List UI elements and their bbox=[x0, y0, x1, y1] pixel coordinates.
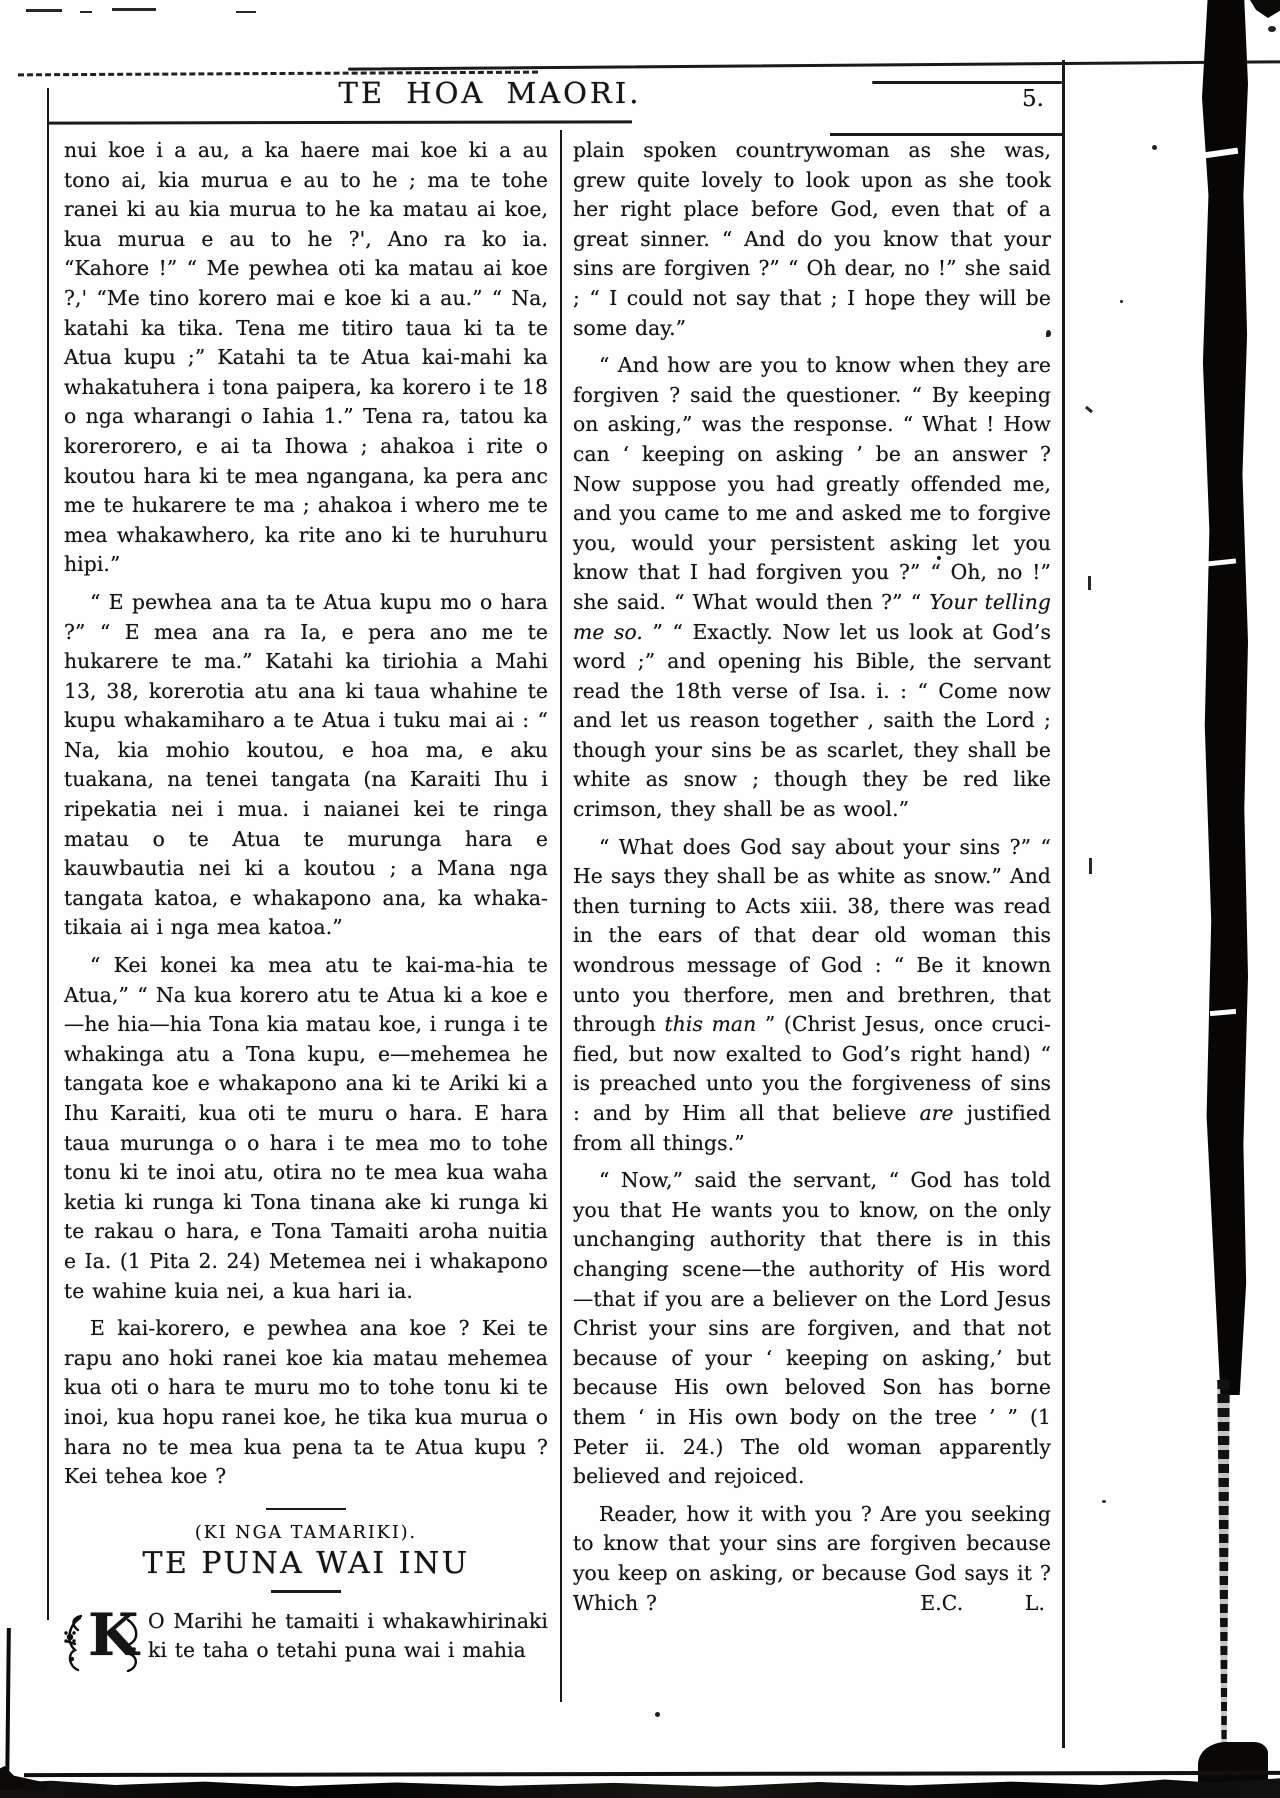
top-edge-dash bbox=[112, 8, 156, 11]
text-segment: plain spoken countrywoman as she was, grew quite lovely to look upon as she took her right place before God, even that of a great sinner. “ And do you know that your sins are forgiven ?” “ Oh dear, no !” she said ; “ I could not say that ; I hope they will be some day.” bbox=[573, 138, 1051, 340]
paragraph-maori-3: “ Kei konei ka mea atu te kai-ma-hia te Atua,” “ Na kua korero atu te Atua ki a koe e—he hia—hia Tona kia matau koe, i runga i te whakinga atu a Tona kupu, e—mehemea he tangata koe e whakapono ana ki te Ariki ki a Ihu Karaiti, kua oti te muru o hara. E hara taua murunga o o hara i te mea mo to tohe tonu ki te inoi atu, otira no te mea kua waha ketia ki runga ki Tona tinana ake ki runga ki te rakau o hara, e Tona Tamaiti aroha nuitia e Ia. (1 Pita 2. 24) Metemea nei i whakapono te wahine kuia nei, a kua hari ia. bbox=[64, 953, 548, 1303]
section-divider-rule bbox=[266, 1508, 346, 1511]
italic-phrase: are bbox=[919, 1101, 954, 1125]
english-column bbox=[573, 136, 1051, 1626]
top-edge-dash bbox=[26, 9, 62, 12]
italic-phrase: this man bbox=[664, 1012, 757, 1037]
bottom-smudge-band bbox=[0, 1777, 1280, 1798]
margin-tick bbox=[1089, 858, 1092, 874]
ink-speck bbox=[937, 556, 941, 560]
text-segment: “ And how are you to know when they are forgiven ? said the questioner. “ By keeping on asking,” was the response. “ What ! How can ‘ keeping on asking ’ be an answer ? Now suppose you had greatly offended me, and you came to me and asked me to forgive you, would your persistent asking let you know that I had forgiven you ?” “ Oh, no !” she said. “ What would then ?” “ bbox=[573, 353, 1051, 614]
binding-ink-streak-tail bbox=[1214, 1380, 1232, 1750]
section-kicker: (KI NGA TAMARIKI). bbox=[194, 1523, 418, 1544]
text-segment: “ Now,” said the servant, “ God has told you that He wants you to know, on the only unchanging authority that there is in this changing scene—the authority of His word —that if you are a believer on the Lord Jesus Christ your sins are forgiven, and that not because of your ‘ keeping on asking,’ but because His own beloved Son has borne them ‘ in His own body on the tree ’ ” (1 Peter ii. 24.) The old woman apparently believed and rejoiced. bbox=[573, 1168, 1051, 1489]
ink-speck bbox=[1120, 300, 1123, 303]
paragraph-maori-4: E kai-korero, e pewhea ana koe ? Kei te rapu ano hoki ranei koe kia matau mehemea kua oti o hara te muru mo to tohe tonu ki te inoi, kua hopu ranei koe, he tika kua murua o hara no te mea kua pena ta te Atua kupu ? Kei tehea koe ? bbox=[64, 1316, 548, 1489]
binding-ink-streak bbox=[1202, 0, 1248, 1395]
paragraph-english-2 bbox=[573, 351, 1051, 825]
section-title: TE PUNA WAI INU bbox=[142, 1546, 470, 1582]
ink-speck bbox=[1046, 330, 1051, 337]
margin-tick bbox=[1085, 406, 1093, 413]
frame-right-rule bbox=[1062, 60, 1065, 1748]
text-segment: justified from all things.” bbox=[573, 1101, 1052, 1155]
ink-speck bbox=[1268, 26, 1276, 32]
top-edge-dash bbox=[80, 11, 92, 13]
text-segment: ” (Christ Jesus, once cruci-fied, but now exalted to God’s right hand) “ is preached unto you the forgiveness of sins : and by Him all that believe bbox=[573, 1012, 1052, 1125]
page-title: TE HOA MAORI. bbox=[338, 76, 642, 110]
text-segment: ” “ Exactly. Now let us look at God’s word ;” and opening his Bible, the servant read the 18th verse of Isa. i. : “ Come now and let us reason together , saith the Lord ; though your sins be as scarlet, they shall be white as snow ; though they be red like crimson, they shall be as wool.” bbox=[573, 619, 1051, 822]
paragraph-maori-1: nui koe i a au, a ka haere mai koe ki a au tono ai, kia murua e au to he ; ma te tohe ranei ki au kia murua to he ka matau ai koe, kua murua e au to he ?', Ano ra ko ia. “Kahore !” “ Me pewhea oti ka matau ai koe ?,' “Me tino korero mai e koe ki a au.” “ Na, katahi ka tika. Tena me titiro taua ki ta te Atua kupu ;” Katahi ta te Atua kai-mahi ka whakatuhera i tona paipera, ka korero i te 18 o nga wharangi o Iahia 1.” Tena ra, tatou ka korerorero, e ai ta Ihowa ; ahakoa i rite o koutou hara ki te mea ngangana, ka pera anc me te hukarere te ma ; ahakoa i whero me te mea whakawhero, ka rite ano ki te huruhuru hipi.” bbox=[64, 138, 548, 577]
paragraph-english-3 bbox=[573, 833, 1051, 1159]
bottom-left-ink-foot bbox=[0, 1766, 46, 1790]
margin-tick bbox=[1088, 576, 1091, 590]
text-segment: Reader, how it with you ? Are you seeking to know that your sins are forgiven because you keep on asking, or because God says it ? Which ? bbox=[573, 1501, 1051, 1615]
ornate-initial bbox=[64, 1600, 142, 1670]
frame-left-rule bbox=[47, 88, 49, 1620]
paragraph-english-5 bbox=[573, 1500, 1051, 1618]
paragraph-maori-2: “ E pewhea ana ta te Atua kupu mo o hara ?” “ E mea ana ra Ia, e pera ano me te hukarere te ma.” Katahi ka tiriohia a Mahi 13, 38, korerotia atu ana ki taua whahine te kupu whakamiharo a te Atua i tuku mai ai : “ Na, kia mohio koutou, e hoa ma, e aku tuakana, na tenei tangata (na Karaiti Ihu i ripekatia nei i mua. i naianei kei te ringa matau o te Atua te murunga hara e kauwbautia nei ki a koutou ; a Mana nga tangata katoa, e whakapono ana, ka whaka-tikaia ai i nga mea katoa.” bbox=[64, 589, 548, 940]
page-number-upper-rule bbox=[872, 81, 1062, 84]
bottom-rule bbox=[24, 1771, 1280, 1777]
paragraph-english-4 bbox=[573, 1166, 1051, 1492]
signature: E.C. L. bbox=[920, 1590, 1045, 1615]
bottom-left-ink-line bbox=[5, 1628, 11, 1788]
section-divider-rule bbox=[271, 1590, 341, 1593]
paragraph-english-1 bbox=[573, 136, 1051, 343]
opening-paragraph bbox=[64, 1600, 548, 1669]
column-divider-rule bbox=[560, 130, 562, 1702]
header-top-rule bbox=[348, 60, 1280, 70]
ink-speck bbox=[1102, 1500, 1106, 1503]
maori-column bbox=[64, 136, 548, 1674]
italic-phrase: Your telling me so. bbox=[573, 589, 1051, 644]
ink-speck bbox=[1152, 145, 1157, 150]
header-under-title-rule bbox=[48, 120, 632, 124]
text-segment: “ What does God say about your sins ?” “ He says they shall be as white as snow.” And then turning to Acts xiii. 38, there was read in the ears of that dear old woman this wondrous message of God : “ Be it known unto you therfore, men and brethren, that through bbox=[573, 834, 1051, 1037]
corner-ink-blot bbox=[1250, 0, 1280, 18]
ink-speck bbox=[655, 1712, 660, 1717]
top-edge-dash bbox=[236, 11, 256, 13]
dropcap-letter: K bbox=[88, 1600, 139, 1669]
page-number: 5. bbox=[1022, 86, 1044, 112]
opening-text: O Marihi he tamaiti i whakawhirinaki ki te taha o tetahi puna wai i mahia bbox=[148, 1608, 548, 1663]
